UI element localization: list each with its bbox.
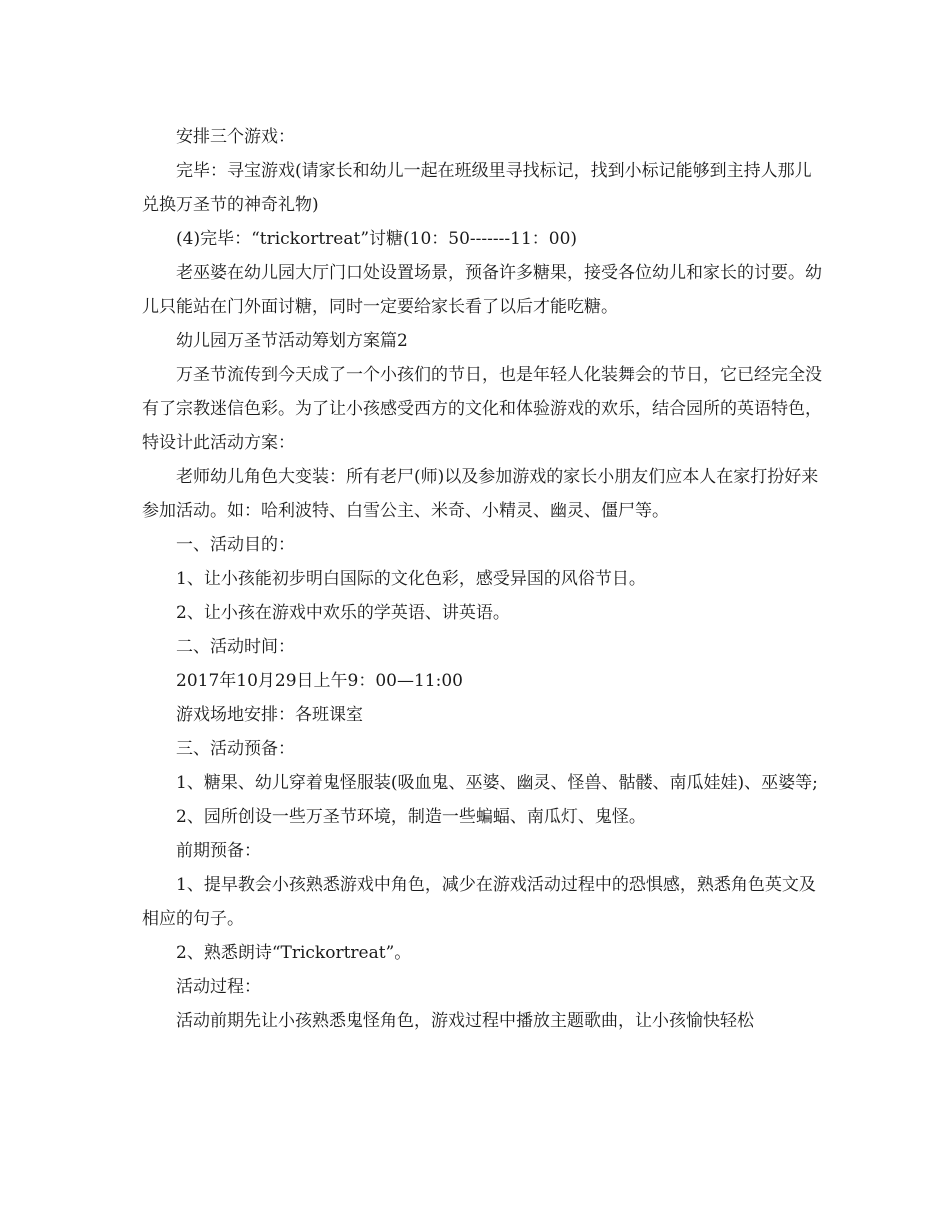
document-body (142, 120, 822, 1038)
activity-time-value: 2017年10月29日上午9：00—11:00 (176, 671, 463, 691)
process-paragraph: 活动前期先让小孩熟悉鬼怪角色，游戏过程中播放主题歌曲，让小孩愉快轻松 (176, 1011, 754, 1031)
paragraph-6: 万圣节流传到今天成了一个小孩们的节日，也是年轻人化装舞会的节日，它已经完全没有了宗教迷信色彩。为了让小孩感受西方的文化和体验游戏的欢乐，结合园所的英语特色，特设计此活动方案： (142, 365, 822, 453)
venue-line: 游戏场地安排：各班课室 (176, 705, 363, 725)
paragraph-2: 完毕：寻宝游戏(请家长和幼儿一起在班级里寻找标记，找到小标记能够到主持人那儿兑换万圣节的神奇礼物) (142, 161, 812, 215)
heading-activity-goal: 一、活动目的： (176, 535, 295, 555)
heading-process: 活动过程： (176, 977, 261, 997)
heading-activity-time: 二、活动时间： (176, 637, 295, 657)
paragraph-1: 安排三个游戏： (176, 127, 295, 147)
paragraph-3: (4)完毕：“trickortreat”讨糖(10：50-------11：00) (176, 229, 578, 249)
heading-preparation: 三、活动预备： (176, 739, 295, 759)
early-prep-item-2: 2、熟悉朗诗“Trickortreat”。 (176, 943, 412, 963)
paragraph-4: 老巫婆在幼儿园大厅门口处设置场景，预备许多糖果，接受各位幼儿和家长的讨要。幼儿只能站在门外面讨糖，同时一定要给家长看了以后才能吃糖。 (142, 263, 822, 317)
heading-early-prep: 前期预备： (176, 841, 261, 861)
goal-item-1: 1、让小孩能初步明白国际的文化色彩，感受异国的风俗节日。 (176, 569, 646, 589)
paragraph-7: 老师幼儿角色大变装：所有老尸(师)以及参加游戏的家长小朋友们应本人在家打扮好来参加活动。如：哈利波特、白雪公主、米奇、小精灵、幽灵、僵尸等。 (142, 467, 819, 521)
prep-item-1: 1、糖果、幼儿穿着鬼怪服装(吸血鬼、巫婆、幽灵、怪兽、骷髅、南瓜娃娃)、巫婆等; (176, 773, 818, 793)
goal-item-2: 2、让小孩在游戏中欢乐的学英语、讲英语。 (176, 603, 510, 623)
section-heading-plan-2: 幼儿园万圣节活动筹划方案篇2 (176, 331, 408, 351)
prep-item-2: 2、园所创设一些万圣节环境，制造一些蝙蝠、南瓜灯、鬼怪。 (176, 807, 646, 827)
early-prep-item-1: 1、提早教会小孩熟悉游戏中角色，减少在游戏活动过程中的恐惧感，熟悉角色英文及相应的句子。 (142, 875, 816, 929)
